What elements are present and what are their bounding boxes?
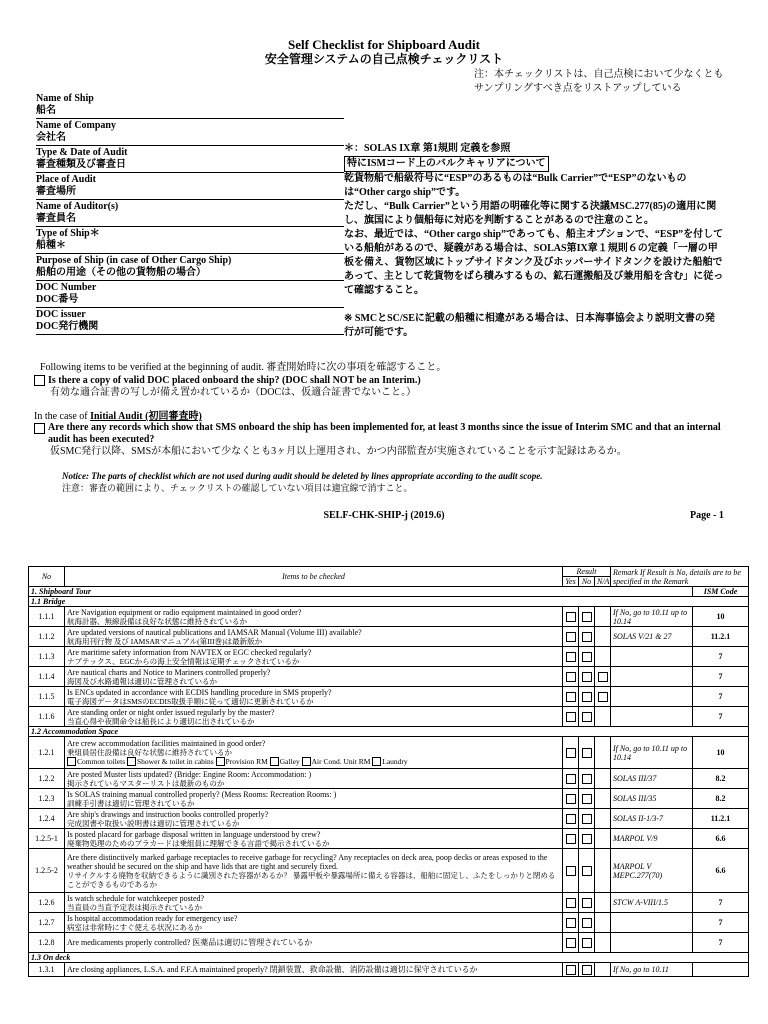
- item-text: [65, 667, 563, 687]
- header-no: No: [29, 567, 65, 587]
- result-no-cell: [579, 769, 595, 789]
- item-text-en: Is hospital accommodation ready for emergency use?: [67, 913, 238, 923]
- item-number: 1.2.5-1: [29, 829, 65, 849]
- remark-cell[interactable]: If No, go to 10.11: [611, 963, 693, 977]
- result-yes-checkbox[interactable]: [566, 794, 576, 804]
- item-text-en: Is watch schedule for watchkeeper posted?: [67, 893, 205, 903]
- sms-records-question-jp: 仮SMC発行以降、SMSが本船において少なくとも3ヶ月以上運用され、かつ内部監査が実施されていることを示す記録はあるか。: [50, 446, 627, 457]
- field-label-en: Purpose of Ship (in case of Other Cargo Ship): [36, 255, 232, 266]
- sms-records-question-en: Are there any records which show that SMS onboard the ship has been implemented for, at least 3 months since the issue of Interim SMC and that an internal audit has been executed?: [48, 422, 721, 445]
- result-no-checkbox[interactable]: [582, 748, 592, 758]
- result-na-cell: [595, 627, 611, 647]
- item-text-jp: 訓練手引書は適切に管理されているか: [67, 798, 195, 808]
- ship-type-notes: [344, 142, 724, 340]
- item-text: [65, 829, 563, 849]
- result-yes-cell: [563, 829, 579, 849]
- result-na-cell: [595, 913, 611, 933]
- result-no-checkbox[interactable]: [582, 834, 592, 844]
- verify-intro: [40, 362, 446, 374]
- table-row: [29, 849, 749, 893]
- item-text-jp: 病室は非常時にすぐ使える状況にあるか: [67, 922, 202, 932]
- field-label-jp: 審査場所: [36, 186, 76, 197]
- result-no-checkbox[interactable]: [582, 866, 592, 876]
- initial-audit-title: Initial Audit (初回審査時): [90, 411, 202, 422]
- doc-copy-question-en: Is there a copy of valid DOC placed onboard the ship? (DOC shall NOT be an Interim.): [48, 375, 421, 386]
- item-text-en: Are nautical charts and Notice to Mariners controlled properly?: [67, 667, 271, 677]
- result-no-cell: [579, 627, 595, 647]
- result-yes-cell: [563, 647, 579, 667]
- option-label: Provision RM: [225, 756, 268, 766]
- table-row: [29, 893, 749, 913]
- result-na-checkbox[interactable]: [598, 692, 608, 702]
- item-text-en: Are crew accommodation facilities maintained in good order?: [67, 738, 266, 748]
- result-no-checkbox[interactable]: [582, 774, 592, 784]
- result-na-cell: [595, 809, 611, 829]
- ism-code-cell: 10: [693, 607, 749, 627]
- option-label: Laundry: [382, 756, 408, 766]
- option-checkbox[interactable]: [127, 757, 136, 766]
- item-text-jp: 廃棄物処理のためのプラカードは乗組員に理解できる言語で掲示されているか: [67, 838, 330, 848]
- field-label-en: Name of Company: [36, 120, 116, 131]
- subsection-bridge: 1.1 Bridge: [29, 597, 749, 607]
- ism-code-cell: 7: [693, 667, 749, 687]
- result-na-cell: [595, 829, 611, 849]
- notice-en: Notice: The parts of checklist which are not used during audit should be deleted by lines appropriate according to the audit scope.: [62, 471, 543, 481]
- result-na-cell: [595, 707, 611, 727]
- item-text-en: Are maritime safety information from NAVTEX or EGC checked regularly?: [67, 647, 312, 657]
- ism-code-cell: 8.2: [693, 769, 749, 789]
- field-label-jp: 審査員名: [36, 213, 76, 224]
- item-text: [65, 933, 563, 953]
- field-name-of-ship[interactable]: [36, 92, 344, 119]
- item-text-en: Are Navigation equipment or radio equipment maintained in good order?: [67, 607, 302, 617]
- item-text-jp: 当直心得や夜間命令は船長により適切に出されているか: [67, 716, 255, 726]
- page-title: Self Checklist for Shipboard Audit: [288, 37, 480, 52]
- item-text-jp: リサイクルする廃物を収納できるように識別された容器があるか？ 暴露甲板や暴露場所に備える容器は、船舶に固定し、ふたをしっかりと閉めることができるものであるか: [67, 870, 556, 889]
- solas-reference: ＊：SOLAS IX章 第1規則 定義を参照: [344, 143, 511, 154]
- result-na-cell: [595, 667, 611, 687]
- remark-cell[interactable]: [611, 647, 693, 667]
- bulk-carrier-heading: 特にISMコード上のバルクキャリアについて: [344, 156, 549, 172]
- field-name-of-auditors[interactable]: [36, 200, 344, 227]
- item-text: [65, 893, 563, 913]
- item-number: 1.1.2: [29, 627, 65, 647]
- field-label-en: DOC Number: [36, 282, 97, 293]
- field-label-en: Name of Ship: [36, 93, 94, 104]
- result-na-cell: [595, 789, 611, 809]
- result-yes-checkbox[interactable]: [566, 814, 576, 824]
- result-yes-checkbox[interactable]: [566, 774, 576, 784]
- option-label: Galley: [279, 756, 300, 766]
- doc-copy-question-jp: 有効な適合証書の写しが備え置かれているか（DOCは、仮適合証書でないこと。）: [50, 387, 417, 398]
- item-text-jp: 乗組員居住設備は良好な状態に維持されているか: [67, 747, 232, 757]
- remark-cell[interactable]: [611, 687, 693, 707]
- result-no-cell: [579, 737, 595, 769]
- table-row: [29, 737, 749, 769]
- item-text-jp: ナブテックス、EGCからの海上安全情報は定期チェックされているか: [67, 656, 300, 666]
- initial-audit-prefix: In the case of: [34, 411, 88, 422]
- item-text-en: Are medicaments properly controlled? 医薬品は適切に管理されているか: [67, 938, 313, 947]
- result-yes-checkbox[interactable]: [566, 672, 576, 682]
- result-no-cell: [579, 963, 595, 977]
- item-number: 1.1.3: [29, 647, 65, 667]
- item-text-jp: 完成図書や取扱い説明書は適切に管理されているか: [67, 818, 240, 828]
- result-no-cell: [579, 829, 595, 849]
- verify-intro-jp: 審査開始時に次の事項を確認すること。: [266, 362, 447, 373]
- header-items: Items to be checked: [65, 567, 563, 587]
- item-text: [65, 607, 563, 627]
- result-yes-checkbox[interactable]: [566, 652, 576, 662]
- ism-code-cell: 7: [693, 647, 749, 667]
- result-no-checkbox[interactable]: [582, 898, 592, 908]
- ism-code-cell: 7: [693, 913, 749, 933]
- field-type-date-audit[interactable]: [36, 146, 344, 173]
- result-yes-checkbox[interactable]: [566, 938, 576, 948]
- ism-code-cell: 7: [693, 893, 749, 913]
- result-yes-cell: [563, 789, 579, 809]
- item-text: [65, 627, 563, 647]
- result-yes-cell: [563, 893, 579, 913]
- remark-cell[interactable]: STCW A-VIII/1.5: [611, 893, 693, 913]
- item-number: 1.2.3: [29, 789, 65, 809]
- item-text-jp: 掲示されているマスターリストは最新のものか: [67, 778, 225, 788]
- item-text-jp: 海図及び水路通報は適切に管理されているか: [67, 676, 217, 686]
- result-yes-cell: [563, 687, 579, 707]
- remark-cell[interactable]: [611, 913, 693, 933]
- result-no-cell: [579, 707, 595, 727]
- item-text-en: Is ENCs updated in accordance with ECDIS handling procedure in SMS properly?: [67, 687, 332, 697]
- result-yes-checkbox[interactable]: [566, 632, 576, 642]
- remark-cell[interactable]: SOLAS III/37: [611, 769, 693, 789]
- item-text: [65, 769, 563, 789]
- header-yes: Yes: [563, 577, 579, 587]
- table-row: [29, 913, 749, 933]
- result-no-checkbox[interactable]: [582, 938, 592, 948]
- result-no-cell: [579, 893, 595, 913]
- field-label-en: DOC issuer: [36, 309, 86, 320]
- remark-cell[interactable]: [611, 667, 693, 687]
- field-label-en: Place of Audit: [36, 174, 96, 185]
- result-no-cell: [579, 849, 595, 893]
- item-text: [65, 737, 563, 769]
- ism-code-cell: [693, 963, 749, 977]
- result-no-cell: [579, 913, 595, 933]
- result-na-cell: [595, 933, 611, 953]
- table-row: [29, 667, 749, 687]
- result-yes-cell: [563, 737, 579, 769]
- ism-code-cell: 10: [693, 737, 749, 769]
- field-label-jp: 船舶の用途（その他の貨物船の場合）: [36, 267, 206, 278]
- result-yes-checkbox[interactable]: [566, 748, 576, 758]
- header-result: Result: [563, 567, 611, 577]
- result-no-checkbox[interactable]: [582, 692, 592, 702]
- ism-code-cell: 6.6: [693, 829, 749, 849]
- item-text: [65, 687, 563, 707]
- remark-cell[interactable]: MARPOL V/9: [611, 829, 693, 849]
- item-text-en: Are updated versions of nautical publications and IAMSAR Manual (Volume III) available?: [67, 627, 362, 637]
- result-no-checkbox[interactable]: [582, 652, 592, 662]
- option-checkbox[interactable]: [302, 757, 311, 766]
- remark-cell[interactable]: If No, go to 10.11 up to 10.14: [611, 737, 693, 769]
- result-yes-checkbox[interactable]: [566, 866, 576, 876]
- item-text-jp: 航海用刊行物 及び IAMSARマニュアル(第III巻)は最新版か: [67, 636, 263, 646]
- result-no-cell: [579, 789, 595, 809]
- field-place-of-audit[interactable]: [36, 173, 344, 200]
- result-yes-cell: [563, 769, 579, 789]
- document-id: SELF-CHK-SHIP-j (2019.6): [323, 510, 445, 521]
- item-text: [65, 809, 563, 829]
- item-number: 1.2.8: [29, 933, 65, 953]
- table-row: [29, 647, 749, 667]
- notice-jp: 注意：審査の範囲により、チェックリストの確認していない項目は適宜線で消すこと。: [62, 483, 413, 493]
- header-no-answer: No: [579, 577, 595, 587]
- field-label-en: Type of Ship＊: [36, 228, 100, 239]
- item-text-en: Are ship's drawings and instruction books controlled properly?: [67, 809, 269, 819]
- subsection-on-deck: 1.3 On deck: [29, 953, 749, 963]
- result-yes-checkbox[interactable]: [566, 712, 576, 722]
- item-text: [65, 707, 563, 727]
- field-label-jp: DOC番号: [36, 294, 79, 305]
- table-row: [29, 707, 749, 727]
- section-shipboard-tour: 1. Shipboard Tour: [29, 587, 693, 597]
- ism-code-cell: 11.2.1: [693, 809, 749, 829]
- item-number: 1.1.6: [29, 707, 65, 727]
- result-yes-checkbox[interactable]: [566, 918, 576, 928]
- result-na-cell: [595, 963, 611, 977]
- result-yes-cell: [563, 913, 579, 933]
- checklist-note-line1: 注：本チェックリストは、自己点検において少なくとも: [474, 69, 724, 80]
- result-no-checkbox[interactable]: [582, 712, 592, 722]
- verify-intro-en: Following items to be verified at the beginning of audit.: [40, 362, 264, 373]
- result-yes-checkbox[interactable]: [566, 834, 576, 844]
- option-checkbox[interactable]: [67, 757, 76, 766]
- item-text: [65, 913, 563, 933]
- option-checkbox[interactable]: [216, 757, 225, 766]
- result-yes-cell: [563, 933, 579, 953]
- result-na-cell: [595, 607, 611, 627]
- table-row: [29, 829, 749, 849]
- sms-records-question: [34, 422, 734, 458]
- bulk-note-3: なお、最近では、“Other cargo ship”であっても、船主オプションで、“ESP”を付している船舶があるので、疑義がある場合は、SOLAS第IX章１規則６の定義「一層の甲板を備え、貨物区域にトップサイドタンク及びホッパーサイドタンクを設けた船舶であって、主として乾貨物をばら積みするもの、鉱石運搬船及び兼用船を含む」に従って確認すること。: [344, 229, 724, 296]
- field-label-jp: 会社名: [36, 132, 66, 143]
- field-label-en: Name of Auditor(s): [36, 201, 119, 212]
- remark-cell[interactable]: [611, 933, 693, 953]
- result-na-cell: [595, 737, 611, 769]
- result-na-cell: [595, 849, 611, 893]
- result-yes-checkbox[interactable]: [566, 612, 576, 622]
- result-yes-cell: [563, 849, 579, 893]
- space-options: [67, 757, 560, 767]
- item-text-jp: 当直員の当直予定表は掲示されているか: [67, 902, 202, 912]
- doc-copy-question: [34, 375, 421, 399]
- table-row: [29, 769, 749, 789]
- header-na: N/A: [595, 577, 611, 587]
- smc-note: ※ SMCとSC/SEに記載の船種に相違がある場合は、日本海事協会より説明文書の発行が可能です。: [344, 313, 715, 338]
- ism-code-cell: 7: [693, 707, 749, 727]
- item-number: 1.2.5-2: [29, 849, 65, 893]
- table-row: [29, 627, 749, 647]
- item-text-jp: 航海計器、無線設備は良好な状態に維持されているか: [67, 616, 247, 626]
- item-text: Are closing appliances, L.S.A. and F.F.A maintained properly? 閉鎖装置、救命設備、消防設備は適切に保守されているか: [65, 963, 563, 977]
- field-doc-number[interactable]: [36, 281, 344, 308]
- page-number: Page - 1: [690, 510, 724, 521]
- item-text: [65, 849, 563, 893]
- field-type-of-ship[interactable]: [36, 227, 344, 254]
- ism-code-cell: 7: [693, 933, 749, 953]
- table-row: [29, 933, 749, 953]
- result-no-checkbox[interactable]: [582, 918, 592, 928]
- result-na-cell: [595, 769, 611, 789]
- result-no-cell: [579, 647, 595, 667]
- doc-copy-checkbox[interactable]: [34, 375, 45, 386]
- option-label: Shower & toilet in cabins: [137, 756, 214, 766]
- item-text: [65, 647, 563, 667]
- bulk-note-2: ただし、“Bulk Carrier”という用語の明確化等に関する決議MSC.277(85)の適用に関し、旗国により個船毎に対応を判断することがあるので注意のこと。: [344, 201, 717, 226]
- item-number: 1.1.5: [29, 687, 65, 707]
- result-yes-cell: [563, 667, 579, 687]
- item-text-en: Are posted Muster lists updated? (Bridge: Engine Room: Accommodation: ): [67, 769, 312, 779]
- item-number: 1.2.2: [29, 769, 65, 789]
- result-yes-cell: [563, 707, 579, 727]
- result-no-checkbox[interactable]: [582, 612, 592, 622]
- item-number: 1.2.7: [29, 913, 65, 933]
- field-purpose-of-ship[interactable]: [36, 254, 344, 281]
- field-label-jp: 船名: [36, 105, 56, 116]
- table-row: [29, 963, 749, 977]
- table-row: [29, 607, 749, 627]
- remark-cell[interactable]: SOLAS II-1/3-7: [611, 809, 693, 829]
- header-ism-code: ISM Code: [693, 587, 749, 597]
- field-name-of-company[interactable]: [36, 119, 344, 146]
- item-text-en: Are standing order or night order issued regularly by the master?: [67, 707, 275, 717]
- field-label-jp: 審査種類及び審査日: [36, 159, 126, 170]
- header-remark: Remark If Result is No, details are to be specified in the Remark: [611, 567, 749, 587]
- option-checkbox[interactable]: [372, 757, 381, 766]
- item-number: 1.3.1: [29, 963, 65, 977]
- result-no-cell: [579, 607, 595, 627]
- result-yes-checkbox[interactable]: [566, 692, 576, 702]
- checklist-table: [28, 566, 749, 977]
- page-subtitle: 安全管理システムの自己点検チェックリスト: [264, 52, 504, 66]
- item-number: 1.1.4: [29, 667, 65, 687]
- item-text: [65, 789, 563, 809]
- result-no-cell: [579, 687, 595, 707]
- result-no-checkbox[interactable]: [582, 965, 592, 975]
- field-label-en: Type & Date of Audit: [36, 147, 128, 158]
- remark-cell[interactable]: SOLAS III/35: [611, 789, 693, 809]
- item-text-en: Is posted placard for garbage disposal written in language understood by crew?: [67, 829, 321, 839]
- result-yes-checkbox[interactable]: [566, 965, 576, 975]
- checklist-note: [474, 68, 764, 96]
- result-no-cell: [579, 933, 595, 953]
- ism-code-cell: 7: [693, 687, 749, 707]
- sms-records-checkbox[interactable]: [34, 423, 45, 434]
- remark-cell[interactable]: MARPOL V MEPC.277(70): [611, 849, 693, 893]
- option-checkbox[interactable]: [270, 757, 279, 766]
- item-text-jp: 電子海図データはSMSのECDIS取扱手順に従って適切に更新されているか: [67, 696, 314, 706]
- ism-code-cell: 8.2: [693, 789, 749, 809]
- result-yes-cell: [563, 809, 579, 829]
- remark-cell[interactable]: If No, go to 10.11 up to 10.14: [611, 607, 693, 627]
- table-row: [29, 687, 749, 707]
- subsection-accommodation: 1.2 Accommodation Space: [29, 727, 749, 737]
- field-label-jp: 船種＊: [36, 240, 66, 251]
- item-text-en: Are there distinctively marked garbage receptacles to receive garbage for recycling? Any receptacles on deck area, poop decks or areas exposed to the weather should be secured on the ship and have lids that are tight and securely fixed.: [67, 852, 548, 871]
- item-number: 1.1.1: [29, 607, 65, 627]
- result-yes-checkbox[interactable]: [566, 898, 576, 908]
- result-no-checkbox[interactable]: [582, 632, 592, 642]
- result-na-cell: [595, 893, 611, 913]
- result-na-cell: [595, 687, 611, 707]
- field-doc-issuer[interactable]: [36, 308, 344, 335]
- item-text-en: Is SOLAS training manual controlled properly? (Mess Rooms: Recreation Rooms: ): [67, 789, 337, 799]
- item-number: 1.2.1: [29, 737, 65, 769]
- item-number: 1.2.4: [29, 809, 65, 829]
- ism-code-cell: 11.2.1: [693, 627, 749, 647]
- table-row: [29, 789, 749, 809]
- ism-code-cell: 6.6: [693, 849, 749, 893]
- result-yes-cell: [563, 627, 579, 647]
- result-na-cell: [595, 647, 611, 667]
- table-row: [29, 809, 749, 829]
- result-no-checkbox[interactable]: [582, 794, 592, 804]
- checklist-note-line2: サンプリングすべき点をリストアップしている: [474, 83, 682, 94]
- option-label: Common toilets: [77, 756, 126, 766]
- field-label-jp: DOC発行機関: [36, 321, 99, 332]
- result-na-checkbox[interactable]: [598, 672, 608, 682]
- remark-cell[interactable]: [611, 707, 693, 727]
- remark-cell[interactable]: SOLAS V/21 & 27: [611, 627, 693, 647]
- result-no-checkbox[interactable]: [582, 814, 592, 824]
- result-yes-cell: [563, 963, 579, 977]
- option-label: Air Cond. Unit RM: [311, 756, 371, 766]
- bulk-note-1: 乾貨物船で船級符号に“ESP”のあるものは“Bulk Carrier”で“ESP”のないものは“Other cargo ship”です。: [344, 173, 687, 198]
- result-no-checkbox[interactable]: [582, 672, 592, 682]
- result-yes-cell: [563, 607, 579, 627]
- result-no-cell: [579, 667, 595, 687]
- item-number: 1.2.6: [29, 893, 65, 913]
- result-no-cell: [579, 809, 595, 829]
- audit-info-fields: [36, 92, 344, 335]
